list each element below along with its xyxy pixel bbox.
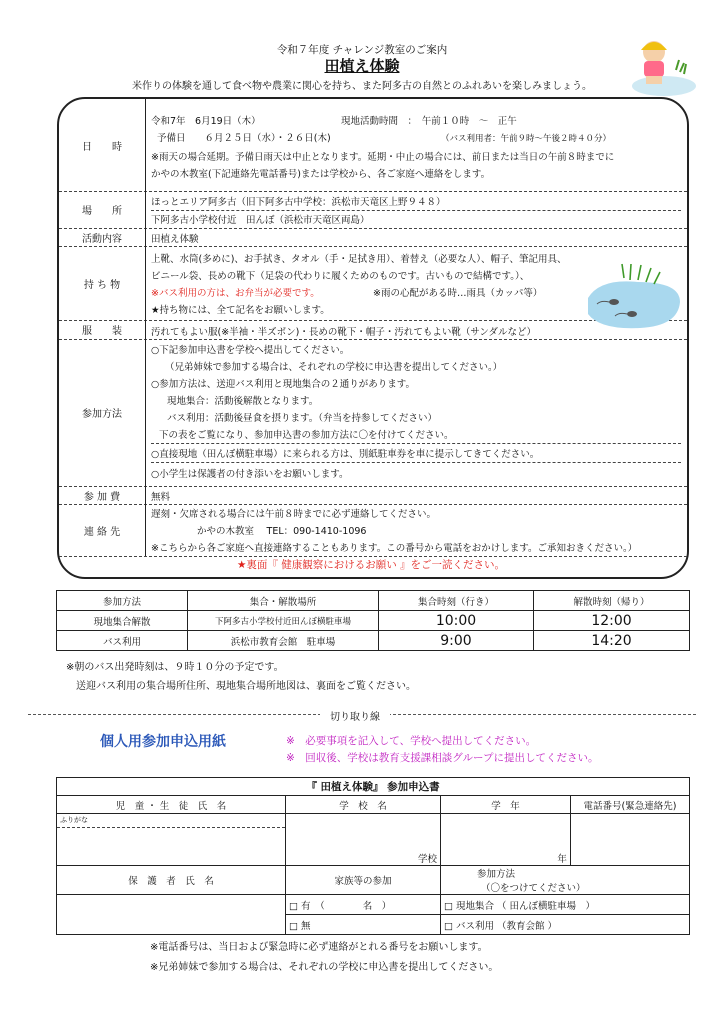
date-time: 現地活動時間 ： 午前１０時 ～ 正午	[341, 116, 517, 127]
method-line-4: 現地集合：活動後解散となります。	[167, 396, 319, 407]
furigana-label: ふりがな	[57, 814, 285, 828]
schedule-header-dismiss: 解散時刻（帰り）	[534, 591, 690, 611]
schedule-header-place: 集合・解散場所	[188, 591, 379, 611]
activity-text: 田植え体験	[151, 234, 199, 245]
fee-text: 無料	[151, 492, 171, 503]
date-rain-note-2: かやの木教室(下記連絡先電話番号)または学校から、各ご家庭へ連絡をします。	[151, 169, 491, 180]
schedule-cell: 下阿多古小学校付近田んぼ横駐車場	[188, 611, 379, 631]
form-title: 個人用参加申込用紙	[100, 734, 226, 750]
place-label: 場 所	[59, 191, 146, 228]
row-activity	[59, 228, 687, 247]
method-label: 参加方法	[59, 339, 146, 486]
clothes-label: 服 装	[59, 320, 146, 339]
student-name-field[interactable]	[57, 814, 286, 866]
schedule-header-method: 参加方法	[57, 591, 188, 611]
row-place	[59, 191, 687, 229]
contact-phone: かやの木教室 TEL：090-1410-1096	[197, 526, 367, 537]
child-planting-illustration	[626, 30, 700, 100]
form-note-1: ※ 必要事項を記入して、学校へ提出してください。	[286, 735, 537, 747]
table-row	[57, 631, 690, 651]
row-contact	[59, 504, 687, 557]
family-yes-option[interactable]: □ 有 （ 名 ）	[286, 895, 441, 915]
method-line-2: （兄弟姉妹で参加する場合は、それぞれの学校に申込書を提出してください。）	[165, 362, 503, 373]
intro-text: 米作りの体験を通して食べ物や農業に関心を持ち、また阿多古の自然とのふれあいを楽しみましょう。	[132, 81, 592, 92]
school-suffix: 学校	[417, 854, 437, 865]
place-line-2: 下阿多古小学校付近 田んぼ（浜松市天竜区両島）	[151, 215, 370, 226]
date-main: 令和7年 6月19日（木）	[151, 116, 261, 127]
items-bus-note: ※バス利用の方は、お弁当が必要です。	[151, 288, 320, 299]
grade-suffix: 年	[557, 854, 567, 865]
method-line-8: ○小学生は保護者の付き添いをお願いします。	[151, 469, 349, 480]
form-note-2: ※ 回収後、学校は教育支援課相談グループに提出してください。	[286, 752, 599, 764]
method-line-5: バス利用：活動後昼食を摂ります。（弁当を持参してください）	[167, 413, 437, 424]
clothes-text: 汚れてもよい服(※半袖・半ズボン)・長めの靴下・帽子・汚れてもよい靴（サンダルなど）	[151, 327, 537, 338]
method-line-7: ○直接現地（田んぼ横駐車場）に来られる方は、別紙駐車券を車に提示してきてください。	[151, 449, 540, 460]
method-option-bus[interactable]: □ バス利用 （教育会館 ）	[441, 915, 690, 935]
date-label: 日 時	[59, 99, 146, 191]
phone-field[interactable]	[570, 814, 689, 866]
guardian-name-field[interactable]	[57, 895, 286, 935]
form-footnote-2: ※兄弟姉妹で参加する場合は、それぞれの学校に申込書を提出してください。	[150, 962, 499, 973]
column-method	[441, 866, 690, 895]
items-rain-note: ※雨の心配がある時…雨具（カッパ等）	[373, 288, 543, 299]
fee-label: 参 加 費	[59, 486, 146, 504]
contact-line-3: ※こちらから各ご家庭へ直接連絡することもあります。この番号から電話をおかけします。ご承知おきください。）	[151, 543, 638, 554]
date-bus-time: （バス利用者：午前９時～午後２時４０分）	[441, 134, 612, 144]
method-option-onsite[interactable]: □ 現地集合 （ 田んぼ横駐車場 ）	[441, 895, 690, 915]
place-line-1: ほっとエリア阿多古（旧下阿多古中学校：浜松市天竜区上野９４８）	[151, 197, 446, 208]
schedule-cell: 10:00	[379, 611, 534, 631]
activity-label: 活動内容	[59, 228, 146, 246]
items-line-2: ビニール袋、長めの靴下（足袋の代わりに履くためのものです。古いもので結構です。）、	[151, 271, 530, 282]
page-subtitle: 令和７年度 チャレンジ教室のご案内	[276, 44, 448, 56]
application-table	[56, 777, 690, 935]
row-fee	[59, 486, 687, 505]
schedule-table	[56, 590, 690, 651]
contact-label: 連 絡 先	[59, 504, 146, 556]
column-school: 学 校 名	[286, 796, 441, 814]
schedule-note-1: ※朝のバス出発時刻は、９時１０分の予定です。	[66, 662, 284, 673]
column-student-name: 児 童 ・ 生 徒 氏 名	[57, 796, 286, 814]
date-backup: 予備日 ６月２５日（水）・２６日(木)	[157, 133, 331, 144]
items-label: 持 ち 物	[59, 246, 146, 320]
schedule-cell: 14:20	[534, 631, 690, 651]
schedule-cell: 現地集合解散	[57, 611, 188, 631]
schedule-cell: 12:00	[534, 611, 690, 631]
schedule-header-meet: 集合時刻（行き）	[379, 591, 534, 611]
schedule-cell: 浜松市教育会館 駐車場	[188, 631, 379, 651]
school-field[interactable]	[286, 814, 441, 866]
items-line-1: 上靴、水筒(多めに)、お手拭き、タオル（手・足拭き用）、着替え（必要な人）、帽子、筆記用具、	[151, 254, 567, 265]
column-method-label: 参加方法	[476, 869, 515, 880]
application-table-title: 『 田植え体験』 参加申込書	[57, 778, 690, 796]
schedule-cell: 9:00	[379, 631, 534, 651]
date-rain-note: ※雨天の場合延期。予備日雨天は中止となります。延期・中止の場合には、前日または当日の午前８時までに	[151, 152, 615, 163]
column-method-note: （〇をつけてください）	[481, 883, 586, 894]
method-line-6: 下の表をご覧になり、参加申込書の参加方法に〇を付けてください。	[159, 430, 454, 441]
column-guardian: 保 護 者 氏 名	[57, 866, 286, 895]
form-footnote-1: ※電話番号は、当日および緊急時に必ず連絡がとれる番号をお願いします。	[150, 942, 488, 953]
row-method	[59, 339, 687, 487]
family-no-option[interactable]: □ 無	[286, 915, 441, 935]
items-name-note: ★持ち物には、全て記名をお願いします。	[151, 305, 330, 316]
back-page-notice: ★裏面『 健康観察におけるお願い 』をご一読ください。	[236, 559, 506, 571]
cut-line-label: 切り取り線	[320, 708, 390, 723]
schedule-note-2: 送迎バス利用の集合場所住所、現地集合場所地図は、裏面をご覧ください。	[76, 681, 416, 692]
table-row	[57, 611, 690, 631]
info-box	[57, 97, 689, 579]
schedule-cell: バス利用	[57, 631, 188, 651]
row-date	[59, 99, 687, 192]
pond-illustration	[580, 258, 686, 334]
column-family: 家族等の参加	[286, 866, 441, 895]
method-line-1: ○下記参加申込書を学校へ提出してください。	[151, 345, 350, 356]
grade-field[interactable]	[441, 814, 571, 866]
column-phone: 電話番号(緊急連絡先)	[570, 796, 689, 814]
page-title: 田植え体験	[324, 57, 400, 75]
method-line-3: ○参加方法は、送迎バス利用と現地集合の２通りがあります。	[151, 379, 416, 390]
column-grade: 学 年	[441, 796, 571, 814]
contact-line-1: 遅刻・欠席される場合には午前８時までに必ず連絡してください。	[151, 509, 437, 520]
